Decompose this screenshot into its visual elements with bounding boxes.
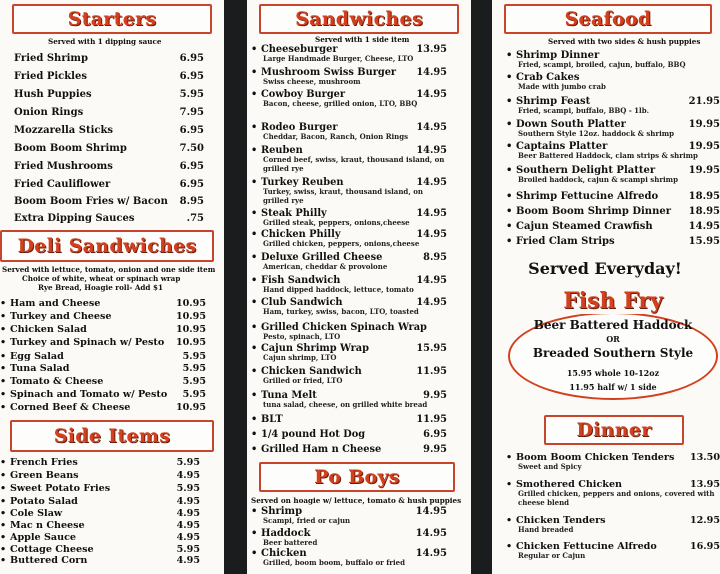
sandwich-item-name: Grilled Ham n Cheese [261, 444, 382, 455]
deli-title: Deli Sandwiches [0, 230, 214, 262]
deli-item-name: Spinach and Tomato w/ Pesto [10, 389, 168, 400]
sandwich-item-description: American, cheddar & provolone [263, 263, 388, 271]
bullet-icon: • [506, 479, 513, 490]
dinner-item-name: Smothered Chicken [516, 479, 623, 490]
sandwich-item-price: 14.95 [416, 275, 447, 286]
side-item-name: French Fries [10, 457, 78, 468]
bullet-icon: • [506, 96, 513, 107]
deli-item-name: Tomato & Cheese [10, 376, 104, 387]
seafood-item-price: 19.95 [688, 165, 720, 176]
sandwich-item-name: Reuben [261, 145, 303, 156]
sandwich-item-price: 14.95 [416, 177, 447, 188]
side-item-price: 4.95 [176, 520, 200, 531]
side-item-name: Potato Salad [10, 496, 78, 507]
sandwich-item-name: Turkey Reuben [261, 177, 344, 188]
sandwich-item-name: Cajun Shrimp Wrap [261, 343, 369, 354]
bullet-icon: • [251, 343, 258, 354]
seafood-item-name: Down South Platter [516, 119, 626, 130]
sandwich-item-price: 14.95 [416, 89, 447, 100]
starter-item-price: 8.95 [179, 196, 204, 207]
seafood-item-name: Shrimp Dinner [516, 50, 600, 61]
fish-fry-or: OR [606, 334, 620, 344]
sandwich-item-description: Pesto, spinach, LTO [263, 333, 341, 341]
sandwich-item-name: Grilled Chicken Spinach Wrap [261, 322, 427, 333]
side-item [0, 496, 200, 508]
sandwich-item-price: 8.95 [423, 252, 447, 263]
starters-subtitle: Served with 1 dipping sauce [48, 38, 162, 46]
side-item [0, 520, 200, 532]
seafood-item-price: 14.95 [688, 221, 720, 232]
bullet-icon: • [0, 324, 7, 335]
sandwich-item-description: Bacon, cheese, grilled onion, LTO, BBQ [263, 100, 418, 108]
sandwiches-title: Sandwiches [259, 4, 459, 34]
bullet-icon: • [0, 457, 7, 468]
side-item-price: 4.95 [176, 508, 200, 519]
poboy-item-description: Beer battered [263, 539, 318, 547]
starter-item-price: 6.95 [179, 125, 204, 136]
bullet-icon: • [506, 452, 513, 463]
seafood-item-name: Southern Delight Platter [516, 165, 656, 176]
sandwich-item-price: 11.95 [416, 366, 447, 377]
sandwich-item-price: 14.95 [416, 208, 447, 219]
bullet-icon [4, 196, 14, 208]
starter-item-price: 5.95 [179, 89, 204, 100]
sandwich-item-name: Deluxe Grilled Cheese [261, 252, 383, 263]
bullet-icon: • [0, 351, 7, 362]
deli-subtitle-2: Choice of white, wheat or spinach wrap [22, 275, 181, 283]
starter-item [4, 161, 204, 173]
bullet-icon: • [506, 119, 513, 130]
deli-item-name: Corned Beef & Cheese [10, 402, 131, 413]
bullet-icon: • [506, 72, 513, 83]
bullet-icon: • [251, 528, 258, 539]
bullet-icon: • [251, 122, 258, 133]
sandwich-item-name: Chicken Sandwich [261, 366, 362, 377]
deli-item [0, 351, 206, 363]
bullet-icon: • [0, 544, 7, 555]
poboy-item-description: Scampi, fried or cajun [263, 517, 351, 525]
seafood-subtitle: Served with two sides & hush puppies [548, 38, 701, 46]
sandwich-item-price: 14.95 [416, 145, 447, 156]
seafood-item-description: Beer Battered Haddock, clam strips & shrimp [518, 152, 698, 160]
sandwiches-subtitle: Served with 1 side item [315, 36, 410, 44]
bullet-icon: • [506, 236, 513, 247]
bullet-icon: • [0, 508, 7, 519]
seafood-item [506, 206, 720, 218]
starter-item-price: 6.95 [179, 179, 204, 190]
deli-item-price: 10.95 [175, 324, 206, 335]
bullet-icon [4, 107, 14, 119]
poboy-item-name: Chicken [261, 548, 307, 559]
sandwich-item-name: Club Sandwich [261, 297, 343, 308]
seafood-item [506, 191, 720, 203]
side-item [0, 483, 200, 495]
deli-item [0, 298, 206, 310]
menu-board-right [492, 0, 720, 574]
served-everyday-banner: Served Everyday! [528, 259, 682, 278]
dinner-item-price: 13.95 [689, 479, 720, 490]
bullet-icon: • [251, 506, 258, 517]
deli-item-name: Turkey and Spinach w/ Pesto [10, 337, 165, 348]
bullet-icon: • [0, 496, 7, 507]
bullet-icon: • [506, 221, 513, 232]
bullet-icon: • [0, 298, 7, 309]
deli-item-price: 10.95 [175, 311, 206, 322]
sandwich-item-description: tuna salad, cheese, on grilled white bread [263, 401, 428, 409]
starter-item-name: Fried Pickles [14, 71, 87, 82]
dinner-item-price: 16.95 [689, 541, 720, 552]
side-item-price: 4.95 [176, 496, 200, 507]
bullet-icon: • [251, 89, 258, 100]
bullet-icon: • [0, 532, 7, 543]
bullet-icon: • [0, 376, 7, 387]
bullet-icon: • [251, 44, 258, 55]
fish-fry-price-half: 11.95 half w/ 1 side [569, 382, 657, 392]
poboy-item-name: Shrimp [261, 506, 303, 517]
bullet-icon: • [0, 311, 7, 322]
starter-item [4, 107, 204, 119]
bullet-icon: • [251, 366, 258, 377]
starter-item-price: 6.95 [179, 53, 204, 64]
side-item [0, 555, 200, 567]
deli-item-name: Chicken Salad [10, 324, 87, 335]
deli-item [0, 311, 206, 323]
side-item-price: 5.95 [176, 483, 200, 494]
sandwich-item-description: Cheddar, Bacon, Ranch, Onion Rings [263, 133, 409, 141]
starters-title: Starters [12, 4, 212, 34]
starter-item [4, 196, 204, 208]
dinner-item-name: Chicken Tenders [516, 515, 606, 526]
menu-board-middle [247, 0, 471, 574]
deli-subtitle-1: Served with lettuce, tomato, onion and one side item [2, 266, 216, 274]
bullet-icon [4, 53, 14, 65]
bullet-icon: • [251, 67, 258, 78]
seafood-item-price: 19.95 [688, 141, 720, 152]
side-item-name: Apple Sauce [10, 532, 77, 543]
bullet-icon: • [0, 337, 7, 348]
deli-item-price: 10.95 [175, 402, 206, 413]
deli-item-name: Ham and Cheese [10, 298, 101, 309]
seafood-item-description: Broiled haddock, cajun & scampi shrimp [518, 176, 678, 184]
sandwich-item-price: 14.95 [416, 229, 447, 240]
seafood-title: Seafood [504, 4, 712, 34]
bullet-icon: • [0, 520, 7, 531]
sandwich-item-price: 15.95 [416, 343, 447, 354]
seafood-item-name: Boom Boom Shrimp Dinner [516, 206, 671, 217]
fish-fry-line-1: Beer Battered Haddock [533, 318, 693, 332]
starter-item-price: 6.95 [179, 161, 204, 172]
seafood-item-price: 18.95 [688, 191, 720, 202]
sandwich-item-name: Mushroom Swiss Burger [261, 67, 397, 78]
sandwich-item [251, 429, 447, 441]
poboy-item-description: Grilled, boom boom, buffalo or fried [263, 559, 405, 567]
sandwich-item-price: 9.95 [423, 444, 447, 455]
bullet-icon: • [251, 177, 258, 188]
side-item [0, 457, 200, 469]
starter-item-price: 6.95 [179, 71, 204, 82]
dinner-title: Dinner [544, 415, 684, 445]
dinner-item-price: 12.95 [689, 515, 720, 526]
side-item [0, 532, 200, 544]
poboys-subtitle: Served on hoagie w/ lettuce, tomato & hush puppies [251, 497, 462, 505]
bullet-icon: • [251, 275, 258, 286]
deli-item [0, 363, 206, 375]
bullet-icon: • [0, 363, 7, 374]
deli-item-name: Egg Salad [10, 351, 64, 362]
sandwich-item-price: 11.95 [416, 414, 447, 425]
bullet-icon: • [506, 50, 513, 61]
seafood-item-description: Fried, scampi, buffalo, BBQ - 1lb. [518, 107, 650, 115]
sandwich-item [251, 444, 447, 456]
sandwich-item-name: Rodeo Burger [261, 122, 338, 133]
starter-item-name: Boom Boom Shrimp [14, 143, 127, 154]
sandwich-item-price: 14.95 [416, 67, 447, 78]
bullet-icon: • [506, 541, 513, 552]
sandwich-item-name: Tuna Melt [261, 390, 317, 401]
bullet-icon: • [251, 444, 258, 455]
starter-item-name: Boom Boom Fries w/ Bacon [14, 196, 168, 207]
deli-item [0, 337, 206, 349]
poboys-title: Po Boys [259, 462, 455, 492]
starter-item-name: Mozzarella Sticks [14, 125, 114, 136]
seafood-item-name: Crab Cakes [516, 72, 580, 83]
side-item-name: Sweet Potato Fries [10, 483, 111, 494]
starter-item [4, 71, 204, 83]
dinner-item-description: Sweet and Spicy [518, 463, 582, 471]
starter-item-price: 7.50 [179, 143, 204, 154]
sandwich-item-name: Chicken Philly [261, 229, 341, 240]
bullet-icon [4, 89, 14, 101]
sandwich-item-price: 6.95 [423, 429, 447, 440]
bullet-icon [4, 213, 14, 225]
bullet-icon [4, 143, 14, 155]
sandwich-item-description: Grilled steak, peppers, onions,cheese [263, 219, 410, 227]
sandwich-item-description: Hand dipped haddock, lettuce, tomato [263, 286, 414, 294]
bullet-icon: • [251, 229, 258, 240]
bullet-icon: • [506, 191, 513, 202]
deli-item-price: 10.95 [175, 298, 206, 309]
side-item-price: 5.95 [176, 457, 200, 468]
fish-fry-line-2: Breaded Southern Style [532, 346, 694, 360]
seafood-item-name: Cajun Steamed Crawfish [516, 221, 653, 232]
bullet-icon: • [251, 145, 258, 156]
poboy-item-price: 14.95 [415, 528, 447, 539]
side-item-name: Green Beans [10, 470, 79, 481]
sandwich-item-description: Grilled or fried, LTO [263, 377, 343, 385]
bullet-icon: • [0, 470, 7, 481]
starter-item-name: Fried Cauliflower [14, 179, 111, 190]
deli-item-price: 5.95 [182, 376, 206, 387]
bullet-icon: • [506, 206, 513, 217]
bullet-icon: • [0, 402, 7, 413]
seafood-item-description: Made with jumbo crab [518, 83, 606, 91]
bullet-icon: • [251, 297, 258, 308]
side-item [0, 508, 200, 520]
bullet-icon: • [251, 414, 258, 425]
dinner-item-description: Hand breaded [518, 526, 574, 534]
seafood-item-name: Fried Clam Strips [516, 236, 615, 247]
fish-fry-price-whole: 15.95 whole 10-12oz [566, 368, 660, 378]
bullet-icon: • [506, 165, 513, 176]
starter-item [4, 213, 204, 225]
starter-item [4, 53, 204, 65]
side-item-price: 4.95 [176, 555, 200, 566]
deli-subtitle-3: Rye Bread, Hoagie roll- Add $1 [38, 284, 163, 292]
starter-item-price: .75 [186, 213, 204, 224]
side-item-price: 5.95 [176, 544, 200, 555]
seafood-item-name: Captains Platter [516, 141, 608, 152]
sandwich-item-name: Cowboy Burger [261, 89, 346, 100]
bullet-icon: • [0, 483, 7, 494]
seafood-item-price: 21.95 [688, 96, 720, 107]
sides-title: Side Items [10, 420, 214, 452]
bullet-icon [4, 125, 14, 137]
dinner-item-description: Regular or Cajun [518, 552, 586, 560]
deli-item [0, 389, 206, 401]
bullet-icon: • [251, 252, 258, 263]
poboy-item-price: 14.95 [415, 506, 447, 517]
starter-item-name: Hush Puppies [14, 89, 92, 100]
starter-item-price: 7.95 [179, 107, 204, 118]
sandwich-item-description: Large Handmade Burger, Cheese, LTO [263, 55, 414, 63]
seafood-item-price: 15.95 [688, 236, 720, 247]
seafood-item [506, 236, 720, 248]
bullet-icon: • [251, 322, 258, 333]
sandwich-item-description: Turkey, swiss, kraut, thousand island, on grilled rye [263, 188, 423, 205]
sandwich-item-description: Corned beef, swiss, kraut, thousand island, on grilled rye [263, 156, 445, 173]
side-item-price: 4.95 [176, 470, 200, 481]
sandwich-item-name: BLT [261, 414, 283, 425]
side-item-price: 4.95 [176, 532, 200, 543]
menu-board-left [0, 0, 224, 574]
sandwich-item-price: 14.95 [416, 122, 447, 133]
seafood-item-price: 18.95 [688, 206, 720, 217]
deli-item [0, 376, 206, 388]
sandwich-item-price: 14.95 [416, 297, 447, 308]
bullet-icon: • [251, 390, 258, 401]
poboy-item-name: Haddock [261, 528, 311, 539]
deli-item-price: 5.95 [182, 363, 206, 374]
dinner-item-price: 13.50 [689, 452, 720, 463]
sandwich-item-name: Steak Philly [261, 208, 327, 219]
sandwich-item-name: Cheeseburger [261, 44, 338, 55]
starter-item-name: Fried Shrimp [14, 53, 88, 64]
side-item [0, 470, 200, 482]
side-item-name: Cottage Cheese [10, 544, 94, 555]
bullet-icon [4, 179, 14, 191]
bullet-icon [4, 71, 14, 83]
starter-item [4, 89, 204, 101]
sandwich-item-description: Swiss cheese, mushroom [263, 78, 361, 86]
sandwich-item-description: Grilled chicken, peppers, onions,cheese [263, 240, 420, 248]
deli-item-name: Tuna Salad [10, 363, 70, 374]
deli-item [0, 402, 206, 414]
sandwich-item-price: 9.95 [423, 390, 447, 401]
bullet-icon: • [0, 555, 7, 566]
sandwich-item-name: 1/4 pound Hot Dog [261, 429, 366, 440]
seafood-item-description: Fried, scampi, broiled, cajun, buffalo, BBQ [518, 61, 686, 69]
starter-item-name: Extra Dipping Sauces [14, 213, 135, 224]
starter-item [4, 125, 204, 137]
sandwich-item-name: Fish Sandwich [261, 275, 341, 286]
deli-item-price: 5.95 [182, 351, 206, 362]
poboy-item-price: 14.95 [415, 548, 447, 559]
seafood-item [506, 221, 720, 233]
seafood-item-description: Southern Style 12oz. haddock & shrimp [518, 130, 675, 138]
sandwich-item-description: Ham, turkey, swiss, bacon, LTO, toasted [263, 308, 419, 316]
side-item-name: Mac n Cheese [10, 520, 85, 531]
fish-fry-title: Fish Fry [548, 288, 678, 314]
deli-item-price: 10.95 [175, 337, 206, 348]
dinner-item-name: Boom Boom Chicken Tenders [516, 452, 675, 463]
starter-item [4, 179, 204, 191]
seafood-item-name: Shrimp Fettucine Alfredo [516, 191, 659, 202]
side-item-name: Buttered Corn [10, 555, 88, 566]
starter-item-name: Fried Mushrooms [14, 161, 113, 172]
starter-item [4, 143, 204, 155]
sandwich-item-description: Cajun shrimp, LTO [263, 354, 337, 362]
bullet-icon [4, 161, 14, 173]
bullet-icon: • [506, 141, 513, 152]
deli-item-name: Turkey and Cheese [10, 311, 112, 322]
dinner-item-description: Grilled chicken, peppers and onions, covered with cheese blend [518, 490, 715, 507]
deli-item-price: 5.95 [182, 389, 206, 400]
seafood-item-price: 19.95 [688, 119, 720, 130]
bullet-icon: • [0, 389, 7, 400]
starter-item-name: Onion Rings [14, 107, 84, 118]
sandwich-item-price: 13.95 [416, 44, 447, 55]
bullet-icon: • [251, 429, 258, 440]
seafood-item-name: Shrimp Feast [516, 96, 591, 107]
dinner-item-name: Chicken Fettucine Alfredo [516, 541, 657, 552]
deli-item [0, 324, 206, 336]
sandwich-item [251, 414, 447, 426]
bullet-icon: • [251, 208, 258, 219]
bullet-icon: • [251, 548, 258, 559]
bullet-icon: • [506, 515, 513, 526]
side-item-name: Cole Slaw [10, 508, 63, 519]
